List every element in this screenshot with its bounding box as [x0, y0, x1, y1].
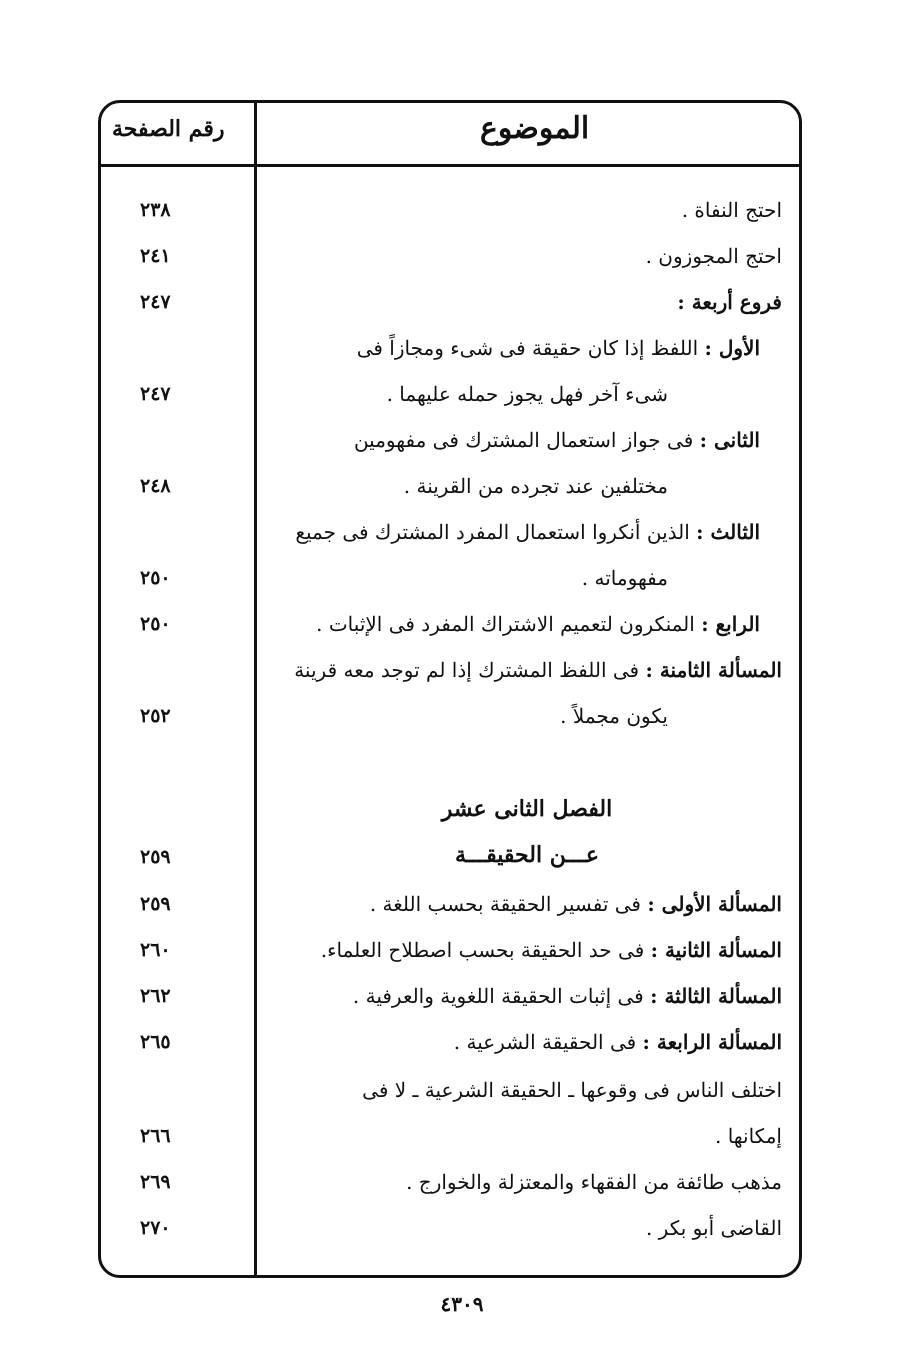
page-number: ٢٤٧: [140, 383, 171, 405]
page-number: ٢٦٩: [140, 1171, 171, 1193]
page-column-header: رقم الصفحة: [112, 116, 225, 142]
page-number: ٢٥٠: [140, 613, 171, 635]
page-number: ٢٥٩: [140, 846, 171, 868]
chapter-title: الفصل الثانى عشر: [441, 796, 613, 822]
page-number: ٢٧٠: [140, 1217, 171, 1239]
page-number: ٢٣٨: [140, 199, 171, 221]
page-number: ٢٥٠: [140, 567, 171, 589]
page-number: ٢٤١: [140, 245, 171, 267]
page-number: ٢٦٦: [140, 1125, 171, 1147]
page-number: ٢٦٠: [140, 939, 171, 961]
page-number: ٢٥٢: [140, 705, 171, 727]
subject-column-header: الموضوع: [480, 111, 590, 146]
page-number: ٢٤٨: [140, 475, 171, 497]
page-number: ٢٥٩: [140, 893, 171, 915]
page-number: ٢٤٧: [140, 291, 171, 313]
footer-page-number: ٤٣٠٩: [440, 1292, 484, 1316]
header-divider: [100, 164, 800, 167]
chapter-subtitle: عـــن الحقيقـــة: [455, 842, 599, 868]
page-number: ٢٦٥: [140, 1031, 171, 1053]
page-number: ٢٦٢: [140, 985, 171, 1007]
column-divider: [254, 102, 257, 1276]
